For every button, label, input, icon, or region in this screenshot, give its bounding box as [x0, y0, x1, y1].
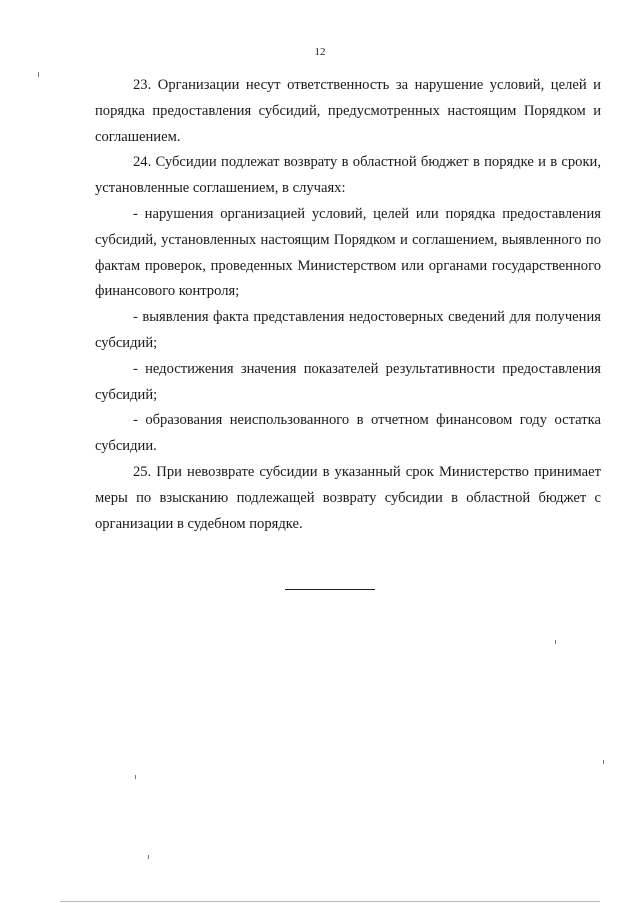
page-number: 12	[314, 46, 326, 58]
end-separator-line	[285, 589, 375, 590]
paragraph-24: 24. Субсидии подлежат возврату в областной бюджет в порядке и в сроки, установленные соглашением, в случаях:	[95, 154, 601, 197]
list-item-unused-balance: - образования неиспользованного в отчетном финансовом году остатка субсидии.	[95, 412, 601, 455]
scan-speck	[603, 760, 604, 764]
scan-speck	[38, 72, 39, 77]
bottom-scan-edge	[60, 901, 600, 902]
scan-speck	[555, 640, 556, 644]
paragraph-25: 25. При невозврате субсидии в указанный срок Министерство принимает меры по взысканию подлежащей возврату субсидии в областной бюджет с организации в судебном порядке.	[95, 463, 601, 532]
list-item-indicators: - недостижения значения показателей результативности предоставления субсидий;	[95, 360, 601, 403]
document-body	[95, 73, 601, 537]
list-item-false-info: - выявления факта представления недостоверных сведений для получения субсидий;	[95, 309, 601, 351]
paragraph-23: 23. Организации несут ответственность за нарушение условий, целей и порядка предоставления субсидий, предусмотренных настоящим Порядком и соглашением.	[95, 77, 601, 145]
scan-speck	[135, 775, 136, 779]
scan-speck	[148, 855, 149, 859]
list-item-violation: - нарушения организацией условий, целей или порядка предоставления субсидий, установленных настоящим Порядком и соглашением, выявленного по фактам проверок, проведенных Министерством или органами государственного финансового контроля;	[95, 205, 601, 300]
